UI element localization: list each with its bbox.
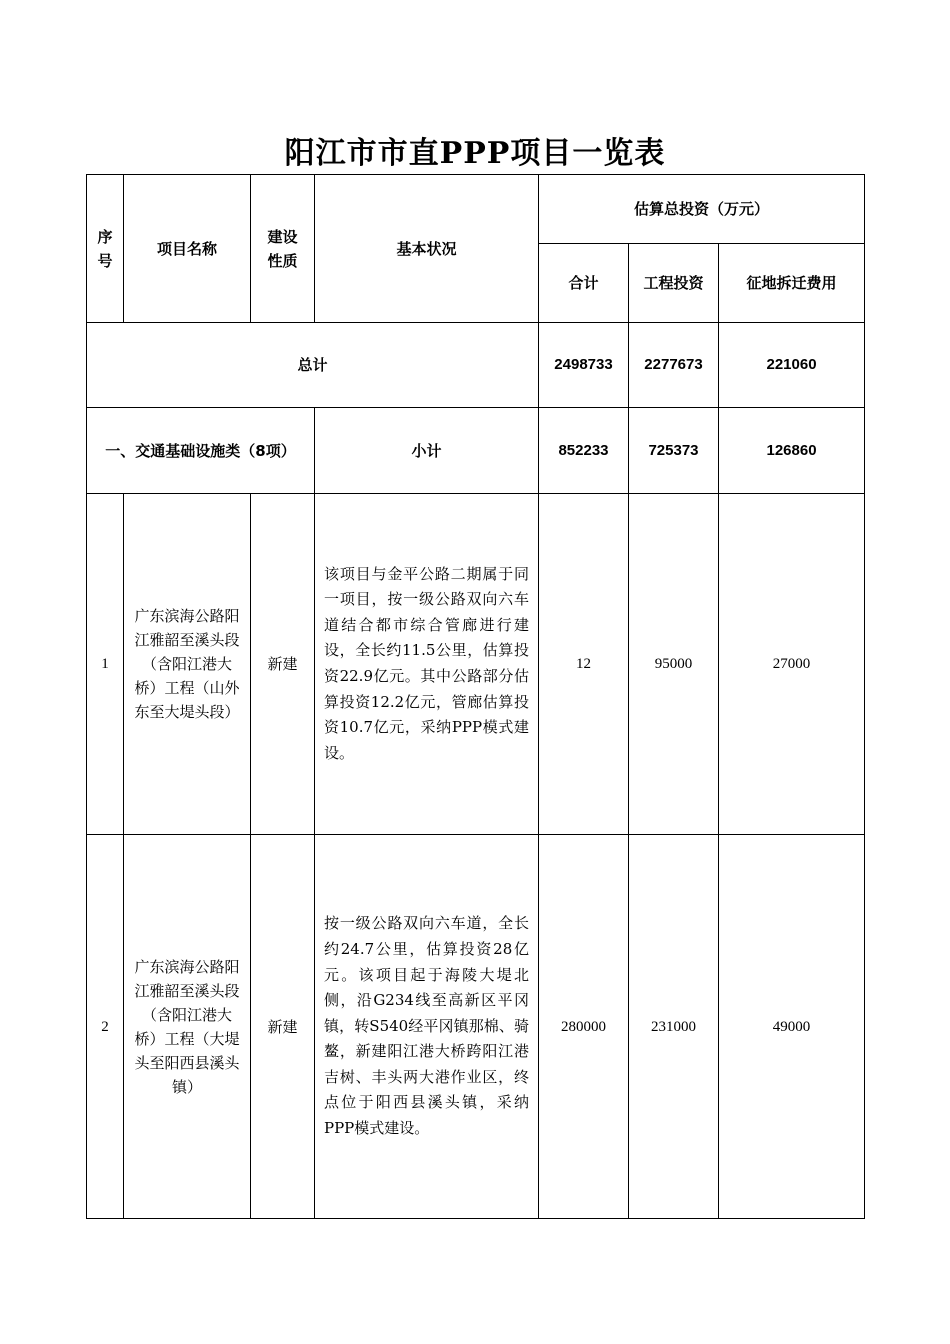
grand-total-label: 总计: [87, 323, 539, 408]
row-seq: 1: [87, 494, 124, 835]
header-nature: 建设性质: [251, 175, 315, 323]
grand-total-total: 2498733: [539, 323, 629, 408]
table-row: [87, 835, 865, 1219]
table-row: [87, 494, 865, 835]
header-name: 项目名称: [124, 175, 251, 323]
row-engineering: 231000: [629, 835, 719, 1219]
header-engineering: 工程投资: [629, 244, 719, 323]
row-description: 该项目与金平公路二期属于同一项目，按一级公路双向六车道结合都市综合管廊进行建设，全长约11.5公里，估算投资22.9亿元。其中公路部分估算投资12.2亿元，管廊估算投资10.7亿元，采纳PPP模式建设。: [315, 494, 539, 835]
category-total: 852233: [539, 408, 629, 494]
category-land: 126860: [719, 408, 865, 494]
row-nature: 新建: [251, 494, 315, 835]
row-total: 12: [539, 494, 629, 835]
grand-total-engineering: 2277673: [629, 323, 719, 408]
row-name: 广东滨海公路阳江雅韶至溪头段（含阳江港大桥）工程（山外东至大堤头段）: [124, 494, 251, 835]
header-seq: 序号: [87, 175, 124, 323]
category-subtotal-label: 小计: [315, 408, 539, 494]
row-seq: 2: [87, 835, 124, 1219]
document-title: 阳江市市直PPP项目一览表: [284, 136, 666, 171]
project-table: [86, 174, 865, 1219]
category-engineering: 725373: [629, 408, 719, 494]
header-total: 合计: [539, 244, 629, 323]
row-nature: 新建: [251, 835, 315, 1219]
row-land: 27000: [719, 494, 865, 835]
row-engineering: 95000: [629, 494, 719, 835]
grand-total-land: 221060: [719, 323, 865, 408]
category-label: 一、交通基础设施类（8项）: [87, 408, 315, 494]
row-land: 49000: [719, 835, 865, 1219]
row-name: 广东滨海公路阳江雅韶至溪头段（含阳江港大桥）工程（大堤头至阳西县溪头镇）: [124, 835, 251, 1219]
row-description: 按一级公路双向六车道，全长约24.7公里，估算投资28亿元。该项目起于海陵大堤北侧，沿G234线至高新区平冈镇，转S540经平冈镇那棉、骑鳌，新建阳江港大桥跨阳江港吉树、丰头两大港作业区，终点位于阳西县溪头镇，采纳PPP模式建设。: [315, 835, 539, 1219]
header-land: 征地拆迁费用: [719, 244, 865, 323]
header-estimate: 估算总投资（万元）: [539, 175, 865, 244]
row-total: 280000: [539, 835, 629, 1219]
header-basic: 基本状况: [315, 175, 539, 323]
